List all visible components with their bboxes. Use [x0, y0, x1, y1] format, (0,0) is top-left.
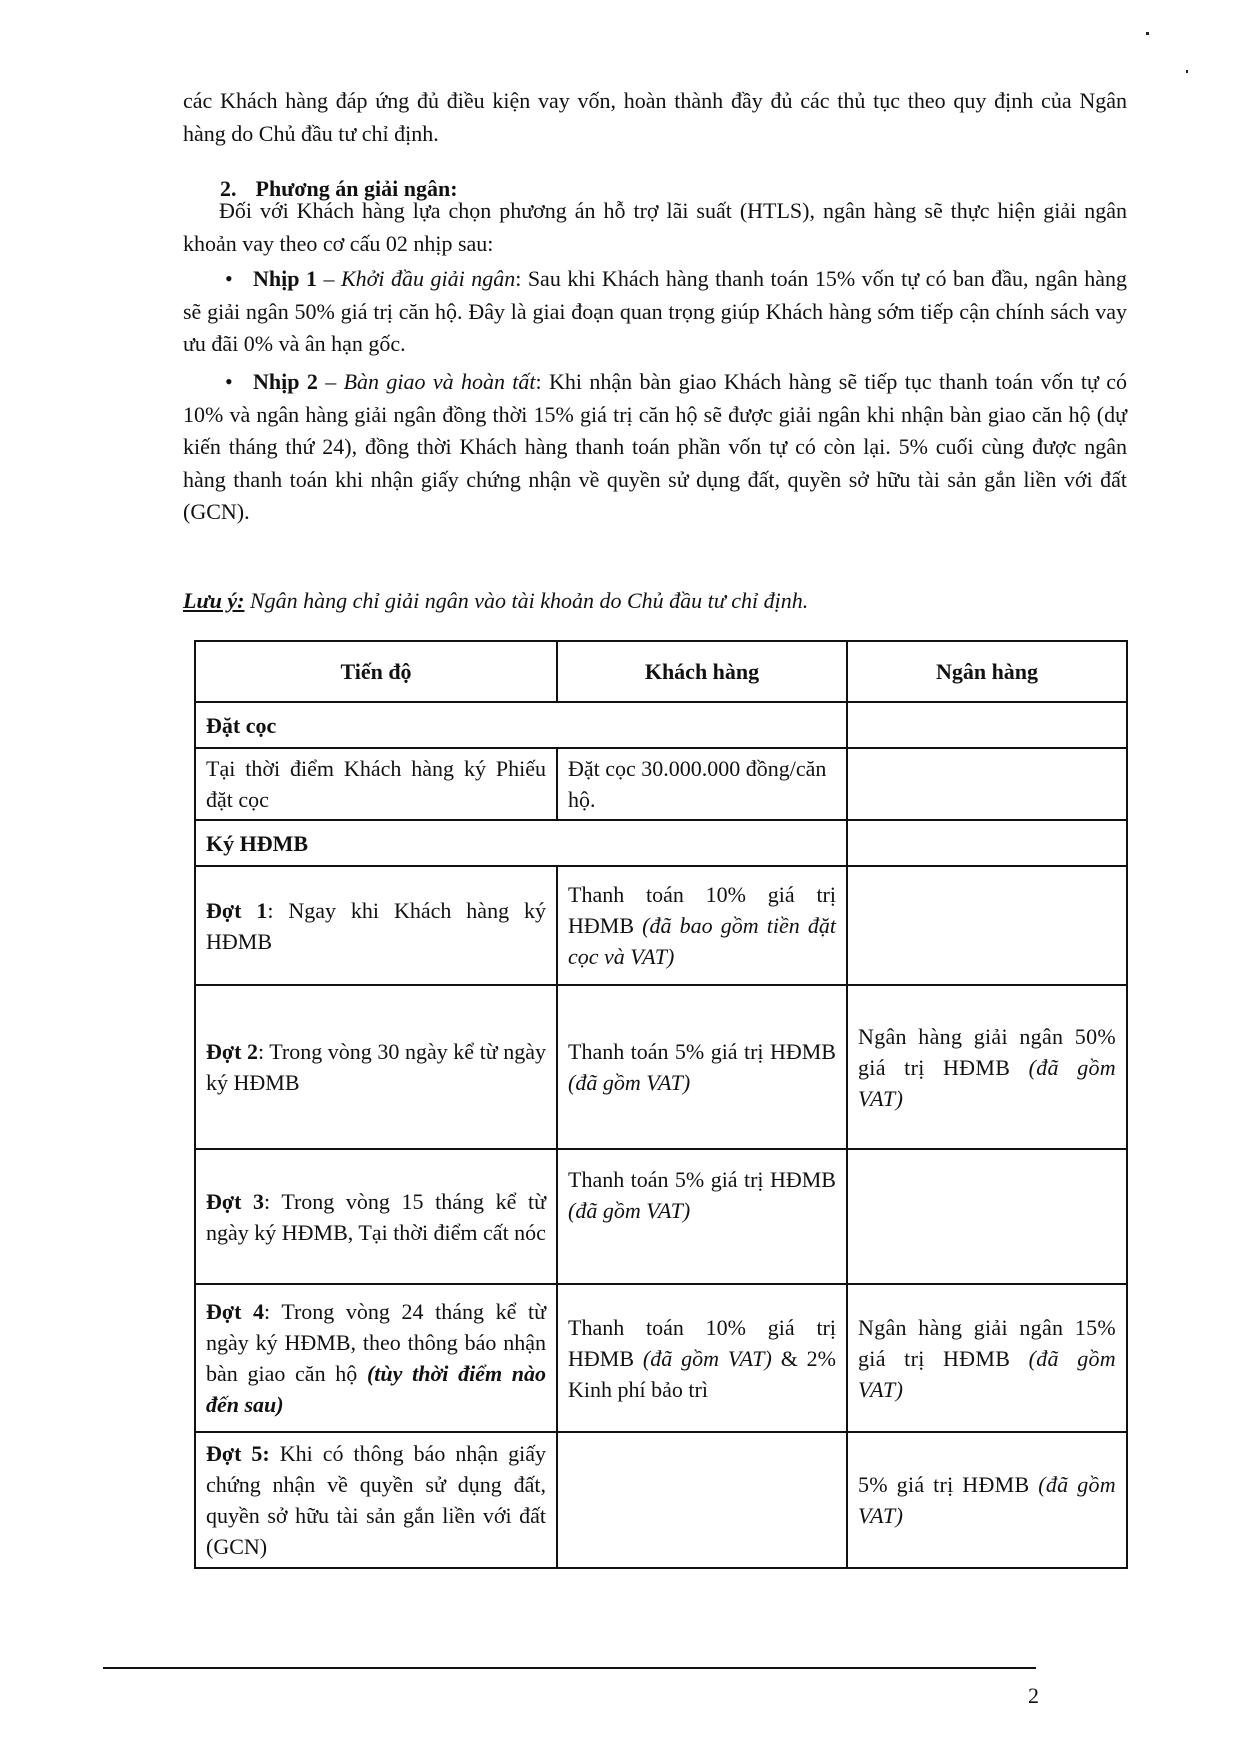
lead-paragraph: Đối với Khách hàng lựa chọn phương án hỗ trợ lãi suất (HTLS), ngân hàng sẽ thực hiện giải ngân khoản vay theo cơ cấu 02 nhịp sau:	[183, 198, 1127, 256]
cell-customer	[557, 985, 847, 1149]
table-row	[195, 1149, 1127, 1284]
cell-bank	[847, 985, 1127, 1149]
cell-bank	[847, 1284, 1127, 1432]
intro-paragraph: các Khách hàng đáp ứng đủ điều kiện vay vốn, hoàn thành đầy đủ các thủ tục theo quy định của Ngân hàng do Chủ đầu tư chỉ định.	[183, 88, 1127, 146]
customer-note: (đã gồm VAT)	[568, 1198, 691, 1223]
installment-progress: Khi có thông báo nhận giấy chứng nhận về quyền sử dụng đất, quyền sở hữu tài sản gắn liền với đất (GCN)	[206, 1441, 546, 1559]
section-title: Phương án giải ngân:	[255, 176, 458, 201]
customer-note: (đã gồm VAT)	[642, 1345, 772, 1371]
table-section-row	[195, 702, 1127, 748]
table-row	[195, 866, 1127, 985]
bullet-subtitle: Bàn giao và hoàn tất	[343, 369, 536, 394]
bank-note: (đã gồm VAT)	[858, 1054, 1116, 1111]
cell-progress	[195, 1149, 557, 1284]
scan-speck	[1186, 70, 1188, 73]
cell-bank	[847, 866, 1127, 985]
table-header-row	[195, 641, 1127, 702]
installment-progress: : Trong vòng 15 tháng kể từ ngày ký HĐMB, Tại thời điểm cất nóc	[206, 1188, 546, 1245]
cell-progress	[195, 1432, 557, 1568]
customer-text: Thanh toán 5% giá trị HĐMB	[568, 1167, 836, 1192]
scan-speck	[1146, 32, 1149, 35]
table-row	[195, 1432, 1127, 1568]
installment-label: Đợt 1	[206, 897, 268, 923]
table-cell-empty	[847, 702, 1127, 748]
bullet-item	[183, 263, 1127, 361]
cell-progress: Tại thời điểm Khách hàng ký Phiếu đặt cọc	[195, 748, 557, 820]
note-text: Ngân hàng chỉ giải ngân vào tài khoản do Chủ đầu tư chỉ định.	[244, 588, 809, 613]
table-row	[195, 1284, 1127, 1432]
table-cell-empty	[847, 820, 1127, 866]
note-label: Lưu ý:	[183, 588, 245, 613]
cell-bank	[847, 1432, 1127, 1568]
bullet-dash: –	[316, 266, 341, 291]
bank-text: 5% giá trị HĐMB	[858, 1472, 1039, 1497]
installment-progress: : Trong vòng 24 tháng kể từ ngày ký HĐMB, theo thông báo nhận bàn giao căn hộ	[206, 1299, 546, 1386]
header-customer: Khách hàng	[557, 641, 847, 702]
bullet-text: : Khi nhận bàn giao Khách hàng sẽ tiếp tục thanh toán vốn tự có 10% và ngân hàng giải ngân đồng thời 15% giá trị căn hộ sẽ được giải ngân khi nhận bàn giao căn hộ (dự kiến tháng thứ 24), đồng thời Khách hàng thanh toán phần vốn tự có còn lại. 5% cuối cùng được ngân hàng thanh toán khi nhận giấy chứng nhận về quyền sử dụng đất, quyền sở hữu tài sản gắn liền với đất (GCN).	[183, 369, 1128, 524]
table-row	[195, 985, 1127, 1149]
bullet-label: Nhịp 2	[253, 369, 318, 394]
bullet-dash: –	[317, 369, 344, 394]
installment-label: Đợt 5:	[206, 1441, 270, 1466]
cell-customer	[557, 1284, 847, 1432]
customer-note: (đã gồm VAT)	[568, 1070, 691, 1095]
section-contract: Ký HĐMB	[195, 820, 847, 866]
customer-text: Thanh toán 5% giá trị HĐMB	[568, 1039, 836, 1064]
installment-label: Đợt 4	[206, 1299, 264, 1324]
installment-progress: : Trong vòng 30 ngày kể từ ngày ký HĐMB	[206, 1039, 546, 1095]
page-number: 2	[1028, 1683, 1039, 1708]
table-row	[195, 748, 1127, 820]
cell-bank	[847, 1149, 1127, 1284]
cell-progress	[195, 1284, 557, 1432]
bullet-subtitle: Khởi đầu giải ngân	[340, 266, 516, 291]
header-bank: Ngân hàng	[847, 641, 1127, 702]
cell-customer	[557, 1432, 847, 1568]
bullet-text: : Sau khi Khách hàng thanh toán 15% vốn tự có ban đầu, ngân hàng sẽ giải ngân 50% giá trị căn hộ. Đây là giai đoạn quan trọng giúp Khách hàng sớm tiếp cận chính sách vay ưu đãi 0% và ân hạn gốc.	[183, 266, 1127, 356]
bank-text: Ngân hàng giải ngân 50% giá trị HĐMB	[858, 1023, 1116, 1080]
cell-bank	[847, 748, 1127, 820]
cell-customer: Đặt cọc 30.000.000 đồng/căn hộ.	[557, 748, 847, 820]
cell-customer	[557, 866, 847, 985]
bullet-item	[183, 366, 1127, 529]
bank-note: (đã gồm VAT)	[858, 1345, 1116, 1402]
section-number: 2.	[220, 176, 237, 201]
disbursement-table	[194, 640, 1128, 1569]
bullet-icon: •	[225, 369, 233, 394]
note	[183, 585, 808, 617]
installment-condition: (tùy thời điểm nào đến sau)	[206, 1361, 546, 1417]
cell-progress	[195, 866, 557, 985]
customer-note: (đã bao gồm tiền đặt cọc và VAT)	[568, 913, 836, 969]
bullet-label: Nhịp 1	[253, 266, 317, 291]
customer-text: Thanh toán 10% giá trị HĐMB	[568, 1314, 836, 1371]
cell-progress	[195, 985, 557, 1149]
installment-progress: : Ngay khi Khách hàng ký HĐMB	[206, 897, 546, 954]
installment-label: Đợt 2	[206, 1039, 258, 1064]
customer-text: Thanh toán 10% giá trị HĐMB	[568, 882, 836, 938]
footer-divider	[103, 1667, 1036, 1669]
bullet-icon: •	[225, 266, 233, 291]
cell-customer	[557, 1149, 847, 1284]
header-progress: Tiến độ	[195, 641, 557, 702]
installment-label: Đợt 3	[206, 1188, 264, 1214]
customer-extra: & 2% Kinh phí bảo trì	[568, 1345, 836, 1402]
section-deposit: Đặt cọc	[195, 702, 847, 748]
bank-note: (đã gồm VAT)	[858, 1472, 1116, 1528]
bank-text: Ngân hàng giải ngân 15% giá trị HĐMB	[858, 1314, 1116, 1371]
table-section-row	[195, 820, 1127, 866]
